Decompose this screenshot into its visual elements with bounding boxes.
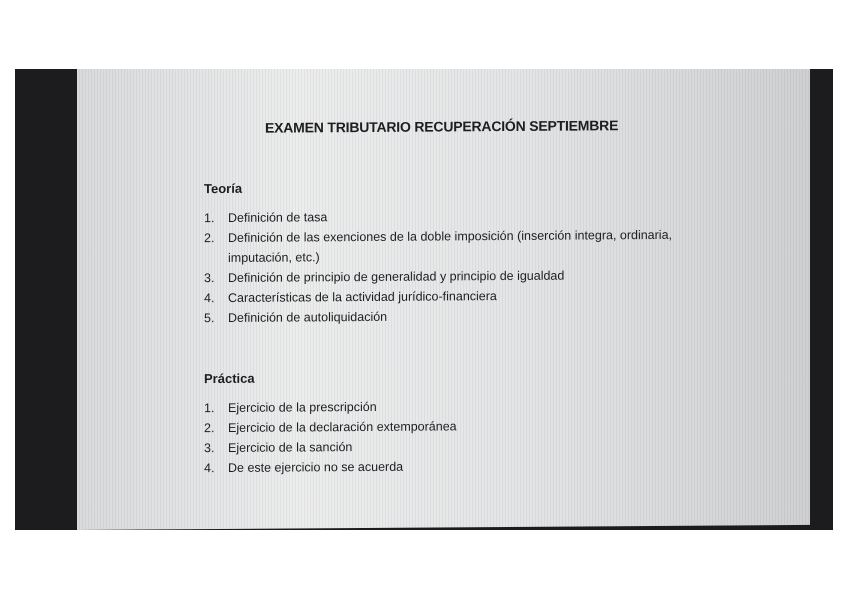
item-text: Ejercicio de la sanción — [228, 440, 353, 455]
exam-document — [77, 69, 810, 530]
item-number: 3. — [204, 441, 215, 456]
teoria-list — [204, 205, 674, 328]
list-item — [204, 455, 674, 478]
item-number: 5. — [204, 311, 215, 326]
item-number: 3. — [204, 271, 215, 286]
item-number: 2. — [204, 421, 215, 436]
item-number: 4. — [204, 461, 215, 476]
item-text: De este ejercicio no se acuerda — [228, 459, 404, 475]
item-text: Ejercicio de la declaración extemporánea — [228, 419, 457, 435]
list-item — [204, 305, 674, 328]
photo-of-screen — [15, 69, 833, 530]
item-text: Características de la actividad jurídico-financiera — [228, 289, 497, 305]
list-item — [204, 225, 674, 268]
item-number: 2. — [204, 231, 215, 246]
item-number: 4. — [204, 291, 215, 306]
section-heading-teoria: Teoría — [204, 180, 243, 197]
item-text: Definición de autoliquidación — [228, 309, 388, 325]
item-text: Definición de tasa — [228, 210, 328, 225]
item-number: 1. — [204, 401, 215, 416]
item-text: Definición de principio de generalidad y principio de igualdad — [228, 268, 565, 285]
item-text: Definición de las exenciones de la doble imposición (inserción integra, ordinaria, imputación, etc.) — [228, 227, 673, 265]
item-text: Ejercicio de la prescripción — [228, 399, 377, 415]
item-number: 1. — [204, 211, 215, 226]
document-title: EXAMEN TRIBUTARIO RECUPERACIÓN SEPTIEMBRE — [265, 117, 619, 136]
monitor-screen — [77, 69, 810, 530]
practica-list — [204, 395, 674, 478]
section-heading-practica: Práctica — [204, 370, 255, 387]
